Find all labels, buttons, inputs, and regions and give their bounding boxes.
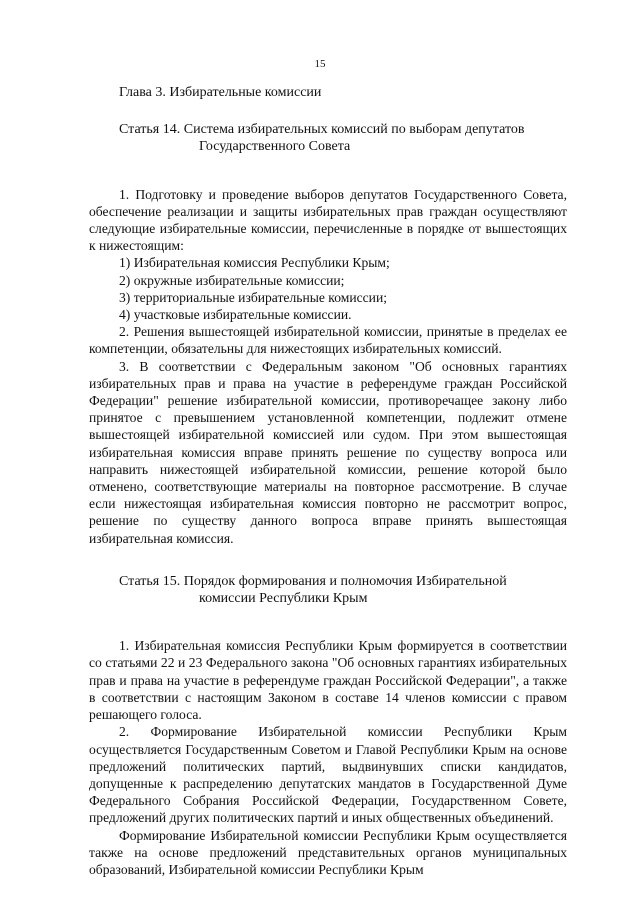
article-15-paragraph-1: 1. Избирательная комиссия Республики Крым формируется в соответствии со статьями 22 и 23 Федерального закона "Об основных гарантиях избирательных прав и права на участие в референдуме граждан Российской Федерации", а также в соответствии с настоящим Законом в составе 14 членов комиссии с правом решающего голоса. xyxy=(89,638,567,723)
article-14-title-line2: Государственного Совета xyxy=(199,139,351,155)
article-14-paragraph-3: 3. В соответствии с Федеральным законом "Об основных гарантиях избирательных прав и права на участие в референдуме граждан Российской Федерации" решение избирательной комиссии, противоречащее закону либо принятое с превышением установленной компетенции, подлежит отмене вышестоящей избирательной комиссией или судом. При этом вышестоящая избирательная комиссия вправе принять решение по существу вопроса или направить нижестоящей избирательной комиссии, решение которой было отменено, соответствующие материалы на повторное рассмотрение. В случае если нижестоящая избирательная комиссия повторно не рассмотрит вопрос, решение по существу данного вопроса вправе принять вышестоящая избирательная комиссия. xyxy=(89,358,567,546)
article-15-paragraph-2: 2. Формирование Избирательной комиссии Республики Крым осуществляется Государственным Советом и Главой Республики Крым на основе предложений политических партий, выдвинувших списки кандидатов, допущенные к распределению депутатских мандатов в Государственной Думе Федерального Собрания Российской Федерации, Государственном Совете, предложений других политических партий и иных общественных объединений. xyxy=(89,724,567,826)
article-15-paragraph-3: Формирование Избирательной комиссии Республики Крым осуществляется также на основе предложений представительных органов муниципальных образований, Избирательной комиссии Республики Крым xyxy=(89,827,567,877)
list-item: 4) участковые избирательные комиссии. xyxy=(119,307,352,323)
article-14-paragraph-1: 1. Подготовку и проведение выборов депутатов Государственного Совета, обеспечение реализации и защиты избирательных прав граждан осуществляют следующие избирательные комиссии, перечисленные в порядке от вышестоящих к нижестоящим: xyxy=(89,186,567,254)
article-14-paragraph-2: 2. Решения вышестоящей избирательной комиссии, принятые в пределах ее компетенции, обязательны для нижестоящих избирательных комиссий. xyxy=(89,324,567,357)
article-15-title-line2: комиссии Республики Крым xyxy=(199,591,368,607)
article-14-title-line1: Статья 14. Система избирательных комиссий по выборам депутатов xyxy=(119,122,525,138)
article-14-title xyxy=(89,121,567,155)
article-15-title-line1: Статья 15. Порядок формирования и полномочия Избирательной xyxy=(119,573,507,589)
page-number: 15 xyxy=(314,58,326,70)
list-item: 1) Избирательная комиссия Республики Крым; xyxy=(119,255,390,271)
article-15-title xyxy=(89,573,567,607)
list-item: 2) окружные избирательные комиссии; xyxy=(119,272,345,288)
list-item: 3) территориальные избирательные комиссии; xyxy=(119,289,388,305)
document-body xyxy=(89,84,567,878)
chapter-heading: Глава 3. Избирательные комиссии xyxy=(119,85,322,100)
